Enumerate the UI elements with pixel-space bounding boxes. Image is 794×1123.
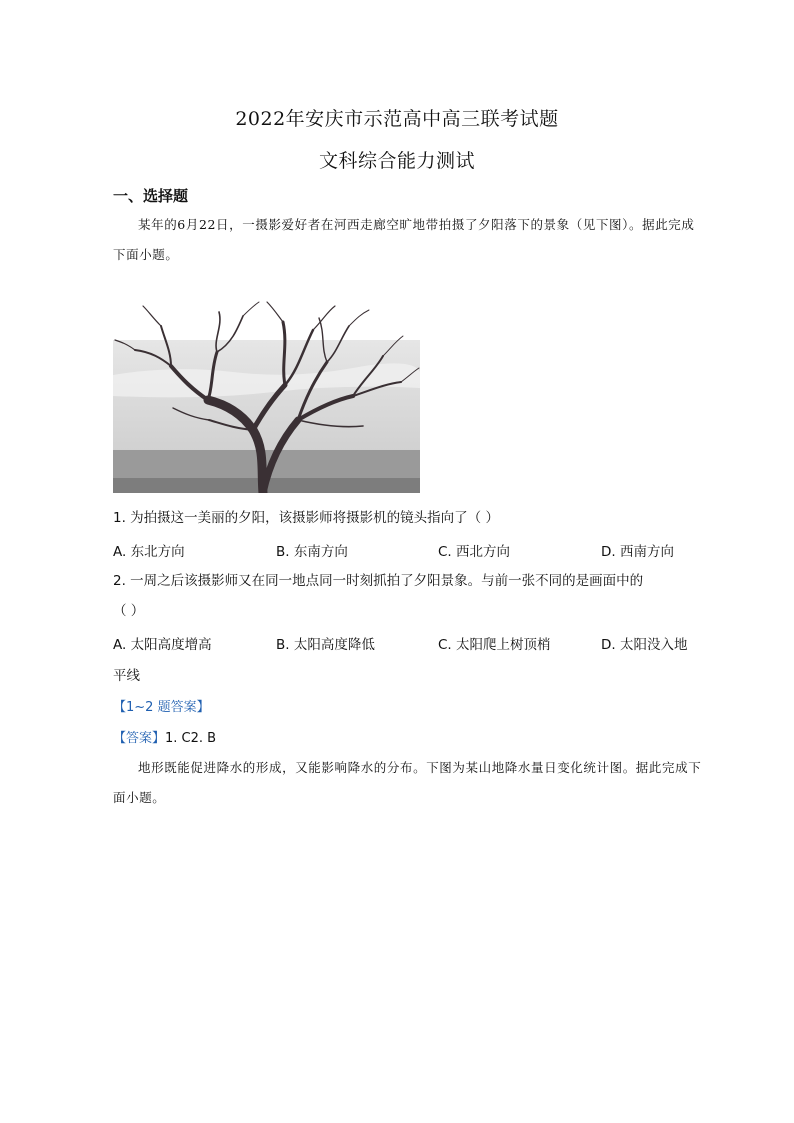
- section-heading: 一、选择题: [113, 187, 189, 205]
- tree-silhouette-photo: [113, 300, 420, 493]
- question-2-stem-continued: （ ）: [113, 603, 145, 619]
- exam-subtitle: 文科综合能力测试: [318, 150, 475, 172]
- answer-tag: 【答案】: [113, 731, 166, 746]
- answer-heading: 【1~2 题答案】: [113, 700, 210, 715]
- q2-option-a[interactable]: A. 太阳高度增高: [113, 637, 212, 653]
- q2-option-d-continued: 平线: [113, 668, 140, 684]
- q2-option-d[interactable]: D. 太阳没入地: [601, 637, 688, 653]
- q1-option-c[interactable]: C. 西北方向: [438, 544, 511, 560]
- q2-option-c[interactable]: C. 太阳爬上树顶梢: [438, 637, 551, 653]
- q1-option-d[interactable]: D. 西南方向: [601, 544, 674, 560]
- question-1-stem: 1. 为拍摄这一美丽的夕阳，该摄影师将摄影机的镜头指向了（ ）: [113, 510, 499, 526]
- answer-line: [113, 727, 216, 746]
- question-intro-paragraph-2: 地形既能促进降水的形成，又能影响降水的分布。下图为某山地降水量日变化统计图。据此完成下面小题。: [113, 760, 702, 805]
- question-2-stem: 2. 一周之后该摄影师又在同一地点同一时刻抓拍了夕阳景象。与前一张不同的是画面中的: [113, 573, 644, 589]
- q2-option-b[interactable]: B. 太阳高度降低: [276, 637, 375, 653]
- question-intro-paragraph: 某年的6月22日，一摄影爱好者在河西走廊空旷地带拍摄了夕阳落下的景象（见下图）。据此完成下面小题。: [113, 217, 695, 262]
- q1-option-a[interactable]: A. 东北方向: [113, 544, 185, 560]
- exam-title: 2022年安庆市示范高中高三联考试题: [235, 108, 559, 130]
- answer-text: 1. C2. B: [165, 731, 217, 746]
- q1-option-b[interactable]: B. 东南方向: [276, 544, 348, 560]
